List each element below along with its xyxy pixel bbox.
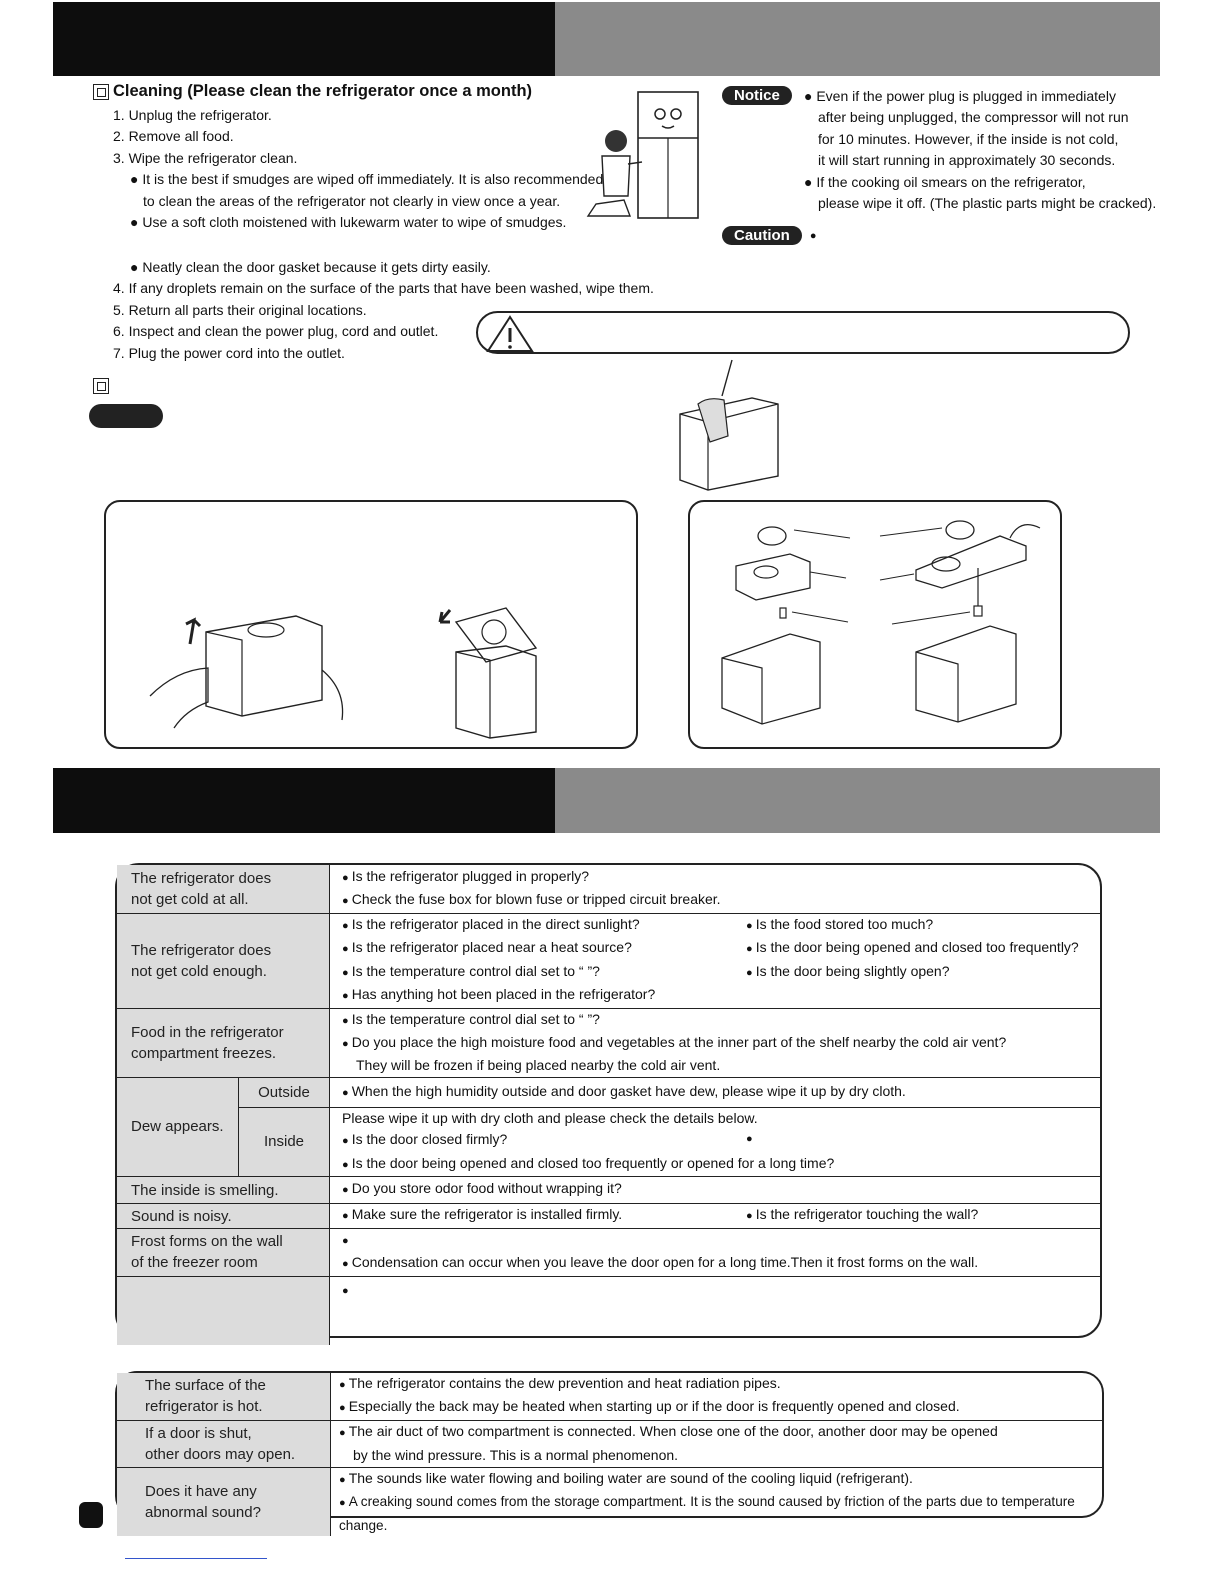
- tank-lid-illustration: [436, 602, 566, 742]
- notice-text: ● Even if the power plug is plugged in immediately after being unplugged, the compressor will not run for 10 minutes. However, if the inside is not cold, it will start running in approximately 30 seconds. ● If the cooking oil smears on the refrigerator, please wipe it off. (The plastic parts might be cracked).: [804, 88, 1157, 212]
- normal-phenomena-table: The surface of the refrigerator is hot. ● The refrigerator contains the dew prevention and heat radiation pipes. ● Especially the back may be heated when starting up or if the door is frequently opened and closed. If a door is shut, other doors may open. ● The air duct of two compartment is connected. When close one of the door, another door may be opened by the wind pressure. This is a normal phenomenon. Does it have any abnormal sound? ● The sounds like water flowing and boiling water are sound of the cooling liquid (refrigerant). ● A creaking sound comes from the storage compartment. It is the sound caused by friction of the parts due to temperature change.: [115, 1371, 1104, 1518]
- troubleshooting-banner: [53, 768, 1160, 833]
- checkbox-icon: [93, 84, 109, 100]
- notice-badge: Notice: [722, 86, 792, 105]
- instruction-box-right: [688, 500, 1062, 749]
- cleaning-heading: Cleaning (Please clean the refrigerator once a month): [93, 82, 532, 101]
- warning-bar: [476, 311, 1130, 354]
- footer-line: [125, 1558, 267, 1559]
- ice-box-illustration: [668, 356, 788, 496]
- instruction-box-left: [104, 500, 638, 749]
- cleaning-steps-2: ● Neatly clean the door gasket because it gets dirty easily. 4. If any droplets remain on the surface of the parts that have been washed, wipe them. 5. Return all parts their original locations. 6. Inspect and clean the power plug, cord and outlet. 7. Plug the power cord into the outlet.: [113, 259, 654, 361]
- warning-icon: [484, 313, 536, 353]
- caution-badge: Caution ●: [722, 226, 816, 245]
- cleaning-illustration: [584, 86, 704, 226]
- top-banner: [53, 2, 1160, 76]
- row-label: The refrigerator does not get cold at all.: [117, 865, 330, 914]
- troubleshooting-table: The refrigerator does not get cold at all. ● Is the refrigerator plugged in properly? ● Check the fuse box for blown fuse or tripped circuit breaker. The refrigerator does not get cold enough. ● Is the refrigerator placed in the direct sunlight? ● Is the refrigerator placed near a heat source? ● Is the temperature control dial set to “ ”? ● Has anything hot been placed in the refrigerator? ● Is the food stored too much? ● Is the door being opened and closed too frequently? ● Is the door being slightly open? Food in the refrigerator compartment freezes. ● Is the temperature control dial set to “ ”? ● Do you place the high moisture food and vegetables at the inner part of the shelf nearby the cold air vent? They will be frozen if being placed nearby the cold air vent. Dew appears. Outside ● When the high humidity outside and door gasket have dew, please wipe it up by dry cloth. Inside Please wipe it up with dry cloth and please check the details below. ● Is the door closed firmly? ● ● Is the door being opened and closed too frequently or opened for a long time? The inside is smelling. ● Do you store odor food without wrapping it? Sound is noisy. ● Make sure the refrigerator is installed firmly. ● Is the refrigerator touching the wall? Frost forms on the wall of the freezer room ● ● Condensation can occur when you leave the door open for a long time.Then it frost forms on the wall. ●: [115, 863, 1102, 1338]
- cleaning-steps: 1. Unplug the refrigerator. 2. Remove all food. 3. Wipe the refrigerator clean. ● It is the best if smudges are wiped off immediately. It is also recommended to clean the areas of the refrigerator not clearly in view once a year. ● Use a soft cloth moistened with lukewarm water to wipe of smudges.: [113, 107, 604, 231]
- page-number-marker: [79, 1502, 103, 1528]
- label-pill: [89, 404, 163, 428]
- checkbox-icon-2: [93, 378, 109, 394]
- parts-illustration: [710, 508, 1050, 744]
- tank-hand-illustration: [146, 610, 346, 740]
